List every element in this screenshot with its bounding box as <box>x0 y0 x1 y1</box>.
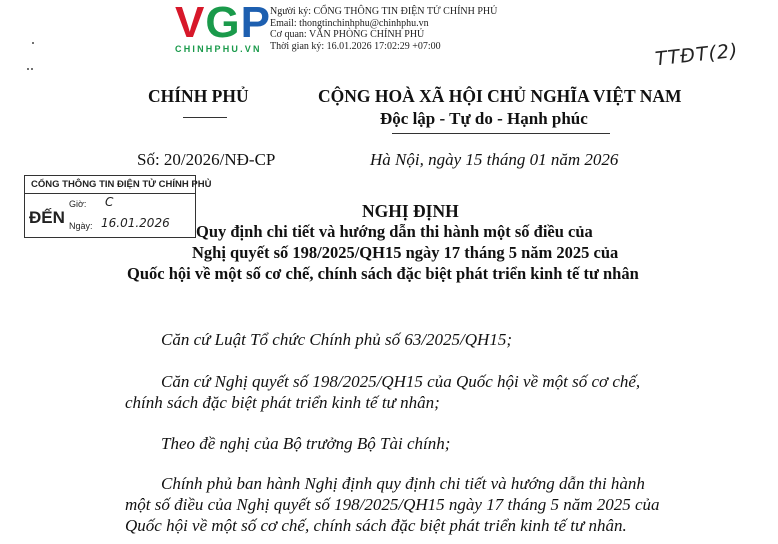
legal-basis-2-line-1: Căn cứ Nghị quyết số 198/2025/QH15 của Quốc hội về một số cơ chế, <box>161 372 641 391</box>
received-stamp <box>24 175 212 238</box>
vgp-logo <box>175 0 275 54</box>
document-type: NGHỊ ĐỊNH <box>362 201 459 221</box>
logo-letter-v: V <box>175 0 206 47</box>
enactment-line-2: một số điều của Nghị quyết số 198/2025/QH15 ngày 17 tháng 5 năm 2025 của <box>125 495 660 514</box>
stamp-time-label: Giờ: <box>69 199 87 209</box>
scan-mark <box>27 68 29 70</box>
document-number: Số: 20/2026/NĐ-CP <box>137 150 276 169</box>
handwritten-note: TTĐT(2) <box>654 39 740 71</box>
signature-signer: Người ký: CỔNG THÔNG TIN ĐIỆN TỬ CHÍNH PHỦ <box>270 6 498 17</box>
agency-underline <box>183 117 227 118</box>
stamp-time-value: C <box>105 195 114 209</box>
enactment-line-3: Quốc hội về một số cơ chế, chính sách đặc biệt phát triển kinh tế tư nhân. <box>125 516 627 535</box>
stamp-date-value: 16.01.2026 <box>101 216 170 230</box>
signature-time: Thời gian ký: 16.01.2026 17:02:29 +07:00 <box>270 40 441 52</box>
proposal-basis: Theo đề nghị của Bộ trưởng Bộ Tài chính; <box>161 434 451 453</box>
stamp-divider <box>25 193 195 194</box>
title-line-1: Quy định chi tiết và hướng dẫn thi hành một số điều của <box>196 222 593 241</box>
stamp-date-label: Ngày: <box>69 221 93 231</box>
stamp-organization: CỔNG THÔNG TIN ĐIỆN TỬ CHÍNH PHỦ <box>31 179 212 190</box>
national-motto: Độc lập - Tự do - Hạnh phúc <box>380 109 588 128</box>
legal-basis-2-line-2: chính sách đặc biệt phát triển kinh tế tư nhân; <box>125 393 440 412</box>
motto-underline <box>392 133 610 134</box>
scan-mark <box>32 42 34 44</box>
signature-agency: Cơ quan: VĂN PHÒNG CHÍNH PHỦ <box>270 29 425 40</box>
scan-mark <box>31 68 33 70</box>
national-title: CỘNG HOÀ XÃ HỘI CHỦ NGHĨA VIỆT NAM <box>318 86 682 106</box>
digital-signature-info <box>270 6 497 52</box>
signature-email: Email: thongtinchinhphu@chinhphu.vn <box>270 17 429 29</box>
title-line-3: Quốc hội về một số cơ chế, chính sách đặc biệt phát triển kinh tế tư nhân <box>127 264 639 283</box>
logo-subtitle: CHINHPHU.VN <box>175 44 262 54</box>
place-date: Hà Nội, ngày 15 tháng 01 năm 2026 <box>370 150 619 169</box>
issuing-agency: CHÍNH PHỦ <box>148 86 249 106</box>
logo-letter-g: G <box>205 0 241 47</box>
stamp-received-label: ĐẾN <box>29 208 65 227</box>
title-line-2: Nghị quyết số 198/2025/QH15 ngày 17 tháng 5 năm 2025 của <box>192 243 619 262</box>
legal-basis-1: Căn cứ Luật Tổ chức Chính phủ số 63/2025/QH15; <box>161 330 512 349</box>
logo-letter-p: P <box>240 0 271 47</box>
enactment-line-1: Chính phủ ban hành Nghị định quy định chi tiết và hướng dẫn thi hành <box>161 474 645 493</box>
